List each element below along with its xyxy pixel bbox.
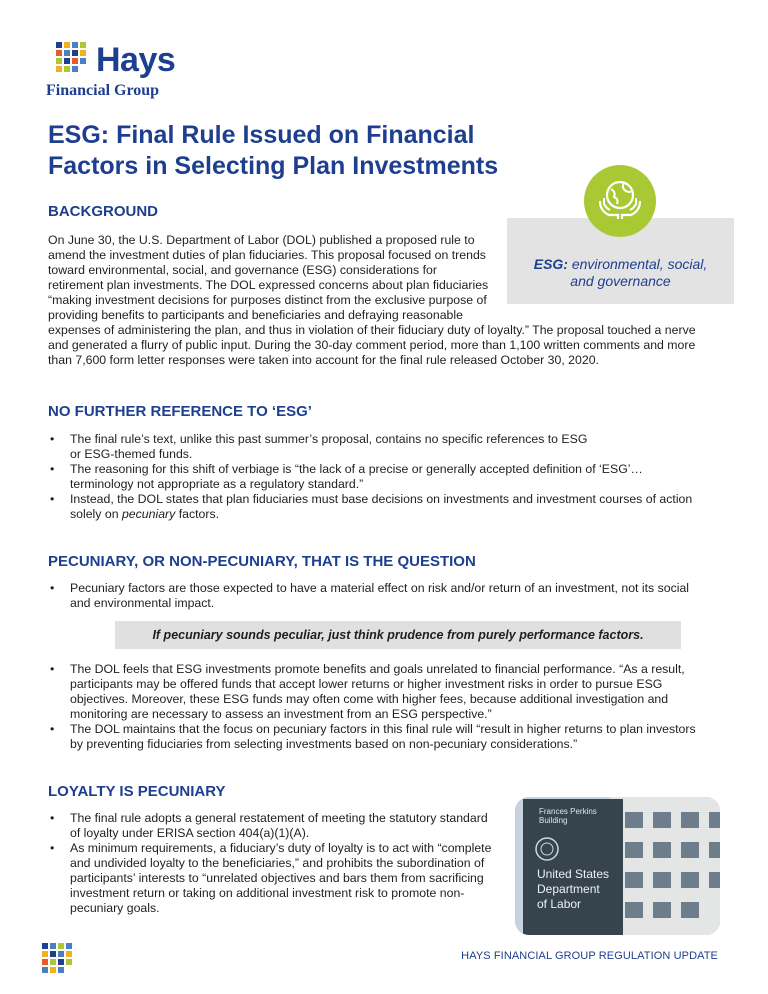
page-title: ESG: Final Rule Issued on Financial Factors in Selecting Plan Investments [48,121,499,180]
sign-line-3: of Labor [537,897,582,911]
list-item: • The final rule’s text, unlike this past summer’s proposal, contains no specific references to ESG or ESG-themed funds. [48,432,738,462]
sign-line-2: Department [537,882,600,896]
background-line: expenses of administering the plan, and thus in violation of their fiduciary duty of loyalty.” The proposal touched a nerve [48,323,696,337]
heading-loyalty: LOYALTY IS PECUNIARY [48,783,226,800]
callout-line1: environmental, social, [571,256,708,272]
heading-pecuniary: PECUNIARY, OR NON-PECUNIARY, THAT IS THE QUESTION [48,553,476,570]
list-item: • The reasoning for this shift of verbiage is “the lack of a precise or generally accepted definition of ‘ESG’… terminology not appropriate as a regulatory standard.” [48,462,738,492]
background-line: amend the investment duties of plan fiduciaries. This proposal focused on trends [48,248,486,262]
pecuniary-emphasis: pecuniary [121,507,176,521]
background-paragraph [48,233,728,368]
background-line: toward environmental, social, and governance (ESG) considerations for [48,263,437,277]
building-name-2: Building [539,816,568,825]
list-item: • Pecuniary factors are those expected to have a material effect on risk and/or return of an investment, not its social and environmental impact. [48,581,738,611]
logo-subtitle: Financial Group [46,82,160,99]
list-item: • As minimum requirements, a fiduciary’s duty of loyalty is to act with “complete and undivided loyalty to the beneficiaries,” and prohibits the subordination of participants’ interests to “unrelated objectives and bars them from sacrificing investment return or taking on additional investment risk to promote non- pecuniary goals. [48,841,518,916]
background-line: retirement plan investments. The DOL expressed concerns about plan fiduciaries [48,278,489,292]
pecuniary-list-top [48,581,738,611]
list-item: • The DOL feels that ESG investments promote benefits and goals unrelated to financial performance. “As a result, participants may be offered funds that accept lower returns or higher investment risks in order to pursue ESG objectives. Moreover, these ESG funds may often come with higher fees, because additional investigation and monitoring are necessary to assess an investment from an ESG perspective.” [48,662,738,722]
pull-quote: If pecuniary sounds peculiar, just think prudence from purely performance factors. [115,621,681,649]
background-line: and generated a flurry of public input. During the 30-day comment period, more than 1,100 written comments and more [48,338,696,352]
heading-background: BACKGROUND [48,203,158,220]
no-reference-list [48,432,738,522]
building-name-1: Frances Perkins [539,807,597,816]
callout-term: ESG: [533,256,568,272]
loyalty-list [48,811,518,916]
footer-label: HAYS FINANCIAL GROUP REGULATION UPDATE [461,950,718,962]
background-line: providing benefits to participants and beneficiaries and defraying reasonable [48,308,463,322]
background-line: On June 30, the U.S. Department of Labor (DOL) published a proposed rule to [48,233,475,247]
company-logo [46,41,196,104]
callout-line2: and governance [570,273,671,289]
logo-mark-icon [56,42,88,74]
list-item: • The DOL maintains that the focus on pecuniary factors in this final rule will “result in higher returns to plan investors by preventing fiduciaries from selecting investments based on non-pecuniary considerations.” [48,722,738,752]
sign-line-1: United States [537,867,610,881]
logo-word: Hays [96,41,176,79]
dol-building-photo [515,797,720,935]
list-item: • The final rule adopts a general restatement of meeting the statutory standard of loyalty under ERISA section 404(a)(1)(A). [48,811,518,841]
background-line: than 7,600 form letter responses were taken into account for the final rule released October 30, 2020. [48,353,599,367]
heading-no-further-reference: NO FURTHER REFERENCE TO ‘ESG’ [48,403,312,420]
list-item: • Instead, the DOL states that plan fiduciaries must base decisions on investments and investment courses of action solely on pecuniary factors. [48,492,738,522]
footer-logo-mark-icon [42,943,74,975]
pecuniary-list-bottom [48,662,738,752]
background-line: “making investment decisions for purposes distinct from the exclusive purpose of [48,293,487,307]
globe-in-hands-icon [584,165,656,237]
